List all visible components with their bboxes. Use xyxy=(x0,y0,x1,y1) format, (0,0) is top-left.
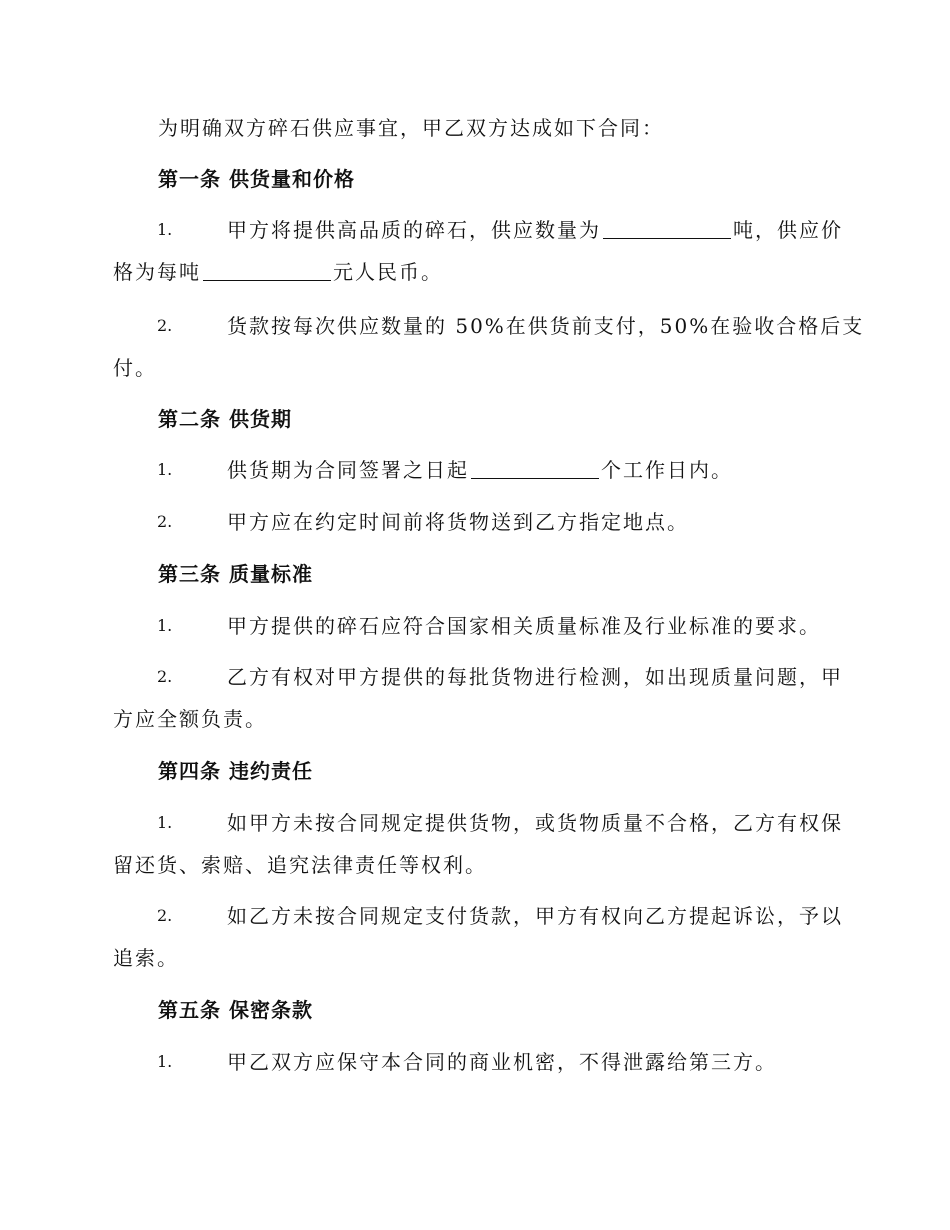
days-blank xyxy=(471,456,599,479)
clause-text: 吨，供应价 xyxy=(733,218,843,242)
clause-number: 1. xyxy=(157,813,173,832)
clause-text: 追索。 xyxy=(113,946,179,970)
article-1-clause-2 xyxy=(113,310,865,394)
article-3-clause-2 xyxy=(113,661,843,745)
quantity-blank xyxy=(603,216,731,239)
article-4-clause-1 xyxy=(113,807,843,891)
clause-number: 1. xyxy=(157,460,173,479)
clause-text: 甲方提供的碎石应符合国家相关质量标准及行业标准的要求。 xyxy=(227,614,821,638)
clause-text: 甲方应在约定时间前将货物送到乙方指定地点。 xyxy=(227,510,689,534)
clause-number: 2. xyxy=(157,906,173,925)
clause-text: 付。 xyxy=(113,356,157,380)
article-4-heading: 第四条 违约责任 xyxy=(158,759,313,783)
clause-number: 2. xyxy=(157,512,173,531)
clause-text: 个工作日内。 xyxy=(601,458,733,482)
clause-number: 1. xyxy=(157,1052,173,1071)
clause-number: 2. xyxy=(157,667,173,686)
clause-text: 货款按每次供应数量的 50%在供货前支付，50%在验收合格后支 xyxy=(227,314,865,338)
clause-text: 乙方有权对甲方提供的每批货物进行检测，如出现质量问题，甲 xyxy=(227,665,843,689)
article-5-heading: 第五条 保密条款 xyxy=(158,998,313,1022)
clause-text: 如甲方未按合同规定提供货物，或货物质量不合格，乙方有权保 xyxy=(227,811,843,835)
clause-text: 供货期为合同签署之日起 xyxy=(227,458,469,482)
intro-paragraph: 为明确双方碎石供应事宜，甲乙双方达成如下合同： xyxy=(158,116,664,140)
article-5-clause-1 xyxy=(113,1046,833,1088)
clause-text: 如乙方未按合同规定支付货款，甲方有权向乙方提起诉讼，予以 xyxy=(227,904,843,928)
clause-number: 1. xyxy=(157,220,173,239)
article-2-heading: 第二条 供货期 xyxy=(158,407,292,431)
article-2-clause-2 xyxy=(113,506,833,548)
article-1-clause-1 xyxy=(113,214,843,298)
article-4-clause-2 xyxy=(113,900,843,984)
clause-text: 甲方将提供高品质的碎石，供应数量为 xyxy=(227,218,601,242)
price-blank xyxy=(203,258,331,281)
clause-text: 留还货、索赔、追究法律责任等权利。 xyxy=(113,853,487,877)
article-1-heading: 第一条 供货量和价格 xyxy=(158,167,355,191)
article-3-clause-1 xyxy=(113,610,833,652)
clause-text: 甲乙双方应保守本合同的商业机密，不得泄露给第三方。 xyxy=(227,1050,777,1074)
clause-text: 元人民币。 xyxy=(333,260,443,284)
article-2-clause-1 xyxy=(113,454,833,496)
clause-number: 1. xyxy=(157,616,173,635)
clause-number: 2. xyxy=(157,316,173,335)
article-3-heading: 第三条 质量标准 xyxy=(158,562,313,586)
clause-text: 格为每吨 xyxy=(113,260,201,284)
clause-text: 方应全额负责。 xyxy=(113,707,267,731)
